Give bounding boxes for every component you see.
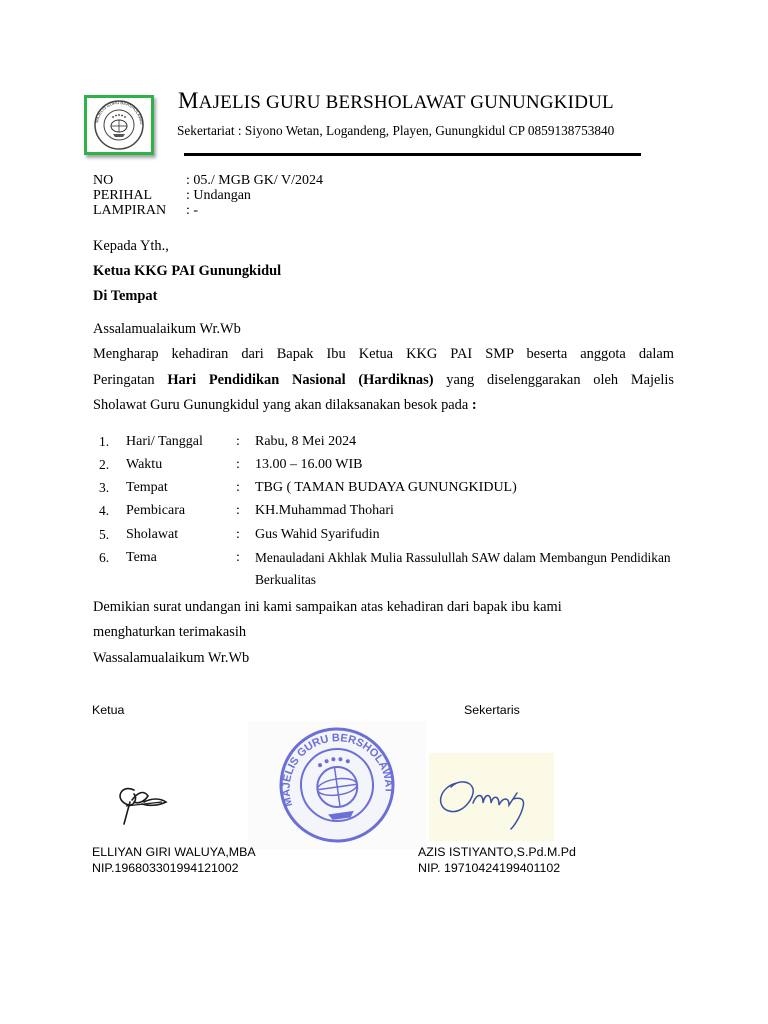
list-item-label: Sholawat <box>126 527 179 542</box>
stamp-text: MAJELIS GURU BERSHOLAWAT <box>280 732 395 808</box>
organization-address: Sekertariat : Siyono Wetan, Logandeng, Playen, Gunungkidul CP 0859138753840 <box>177 123 615 138</box>
right-signer-name: AZIS ISTIYANTO,S.Pd.M.Pd <box>418 845 576 859</box>
opening-salam: Assalamualaikum Wr.Wb <box>93 321 241 337</box>
meta-value-perihal: : Undangan <box>186 188 251 203</box>
title-rest: AJELIS GURU BERSHOLAWAT GUNUNGKIDUL <box>198 92 614 113</box>
list-item-number: 6. <box>99 550 110 565</box>
right-signature <box>429 753 554 841</box>
recipient-place: Di Tempat <box>93 288 158 304</box>
title-initial: M <box>178 88 199 113</box>
list-item-value: Menauladani Akhlak Mulia Rassulullah SAW dalam Membangun Pendidikan <box>255 550 671 565</box>
meta-label-lampiran: LAMPIRAN <box>93 203 167 218</box>
list-item-number: 4. <box>99 503 110 518</box>
organization-logo <box>84 95 154 155</box>
body-line-1: Mengharap kehadiran dari Bapak Ibu Ketua KKG PAI SMP beserta anggota dalam <box>93 346 674 362</box>
closing-salam: Wassalamualaikum Wr.Wb <box>93 650 250 666</box>
left-signer-nip: NIP.196803301994121002 <box>92 861 239 875</box>
stamp-seal-icon <box>248 721 426 849</box>
closing-line-1: Demikian surat undangan ini kami sampaikan atas kehadiran dari bapak ibu kami <box>93 599 562 615</box>
left-signer-role: Ketua <box>92 703 125 717</box>
meta-label-perihal: PERIHAL <box>93 188 153 203</box>
right-signer-nip: NIP. 19710424199401102 <box>418 861 561 875</box>
list-item-number: 2. <box>99 457 110 472</box>
body-line-3 <box>93 397 477 414</box>
logo-text: MAJELIS GURU BERSHOLAWAT <box>94 99 145 126</box>
recipient-name: Ketua KKG PAI Gunungkidul <box>93 263 282 279</box>
body-line-2 <box>93 372 674 389</box>
list-item-colon: : <box>236 527 240 542</box>
list-item-value: 13.00 – 16.00 WIB <box>255 457 363 472</box>
body-line-3-colon: : <box>471 397 477 413</box>
list-item-value-continued: Berkualitas <box>255 572 316 587</box>
list-item-label: Tempat <box>126 480 168 495</box>
handwritten-signature-icon <box>429 753 554 841</box>
meta-value-no: : 05./ MGB GK/ V/2024 <box>186 173 324 188</box>
body-line-2-post: yang diselenggarakan oleh Majelis <box>433 372 674 388</box>
header-divider <box>184 153 641 156</box>
list-item-number: 1. <box>99 434 110 449</box>
recipient-greeting: Kepada Yth., <box>93 238 169 254</box>
list-item-colon: : <box>236 503 240 518</box>
closing-line-2: menghaturkan terimakasih <box>93 624 247 640</box>
event-name: Hari Pendidikan Nasional (Hardiknas) <box>167 372 434 388</box>
body-line-2-pre: Peringatan <box>93 372 168 388</box>
handwritten-signature-icon <box>104 768 188 830</box>
left-signer-name: ELLIYAN GIRI WALUYA,MBA <box>92 845 256 859</box>
organization-stamp <box>248 721 426 849</box>
left-signature <box>104 768 188 830</box>
meta-label-no: NO <box>93 173 114 188</box>
list-item-colon: : <box>236 480 240 495</box>
list-item-label: Tema <box>126 550 157 565</box>
meta-value-lampiran: : - <box>186 203 199 218</box>
list-item-label: Hari/ Tanggal <box>126 434 203 449</box>
list-item-value: Rabu, 8 Mei 2024 <box>255 434 357 449</box>
list-item-number: 3. <box>99 480 110 495</box>
list-item-value: Gus Wahid Syarifudin <box>255 527 380 542</box>
list-item-colon: : <box>236 434 240 449</box>
list-item-value: TBG ( TAMAN BUDAYA GUNUNGKIDUL) <box>255 480 517 495</box>
organization-title <box>178 88 614 114</box>
right-signer-role: Sekertaris <box>464 703 520 717</box>
body-line-3-pre: Sholawat Guru Gunungkidul yang akan dilaksanakan besok pada <box>93 397 472 413</box>
list-item-colon: : <box>236 457 240 472</box>
list-item-number: 5. <box>99 527 110 542</box>
list-item-colon: : <box>236 550 240 565</box>
list-item-label: Waktu <box>126 457 163 472</box>
list-item-label: Pembicara <box>126 503 186 518</box>
logo-emblem-icon <box>87 98 151 152</box>
list-item-value: KH.Muhammad Thohari <box>255 503 394 518</box>
